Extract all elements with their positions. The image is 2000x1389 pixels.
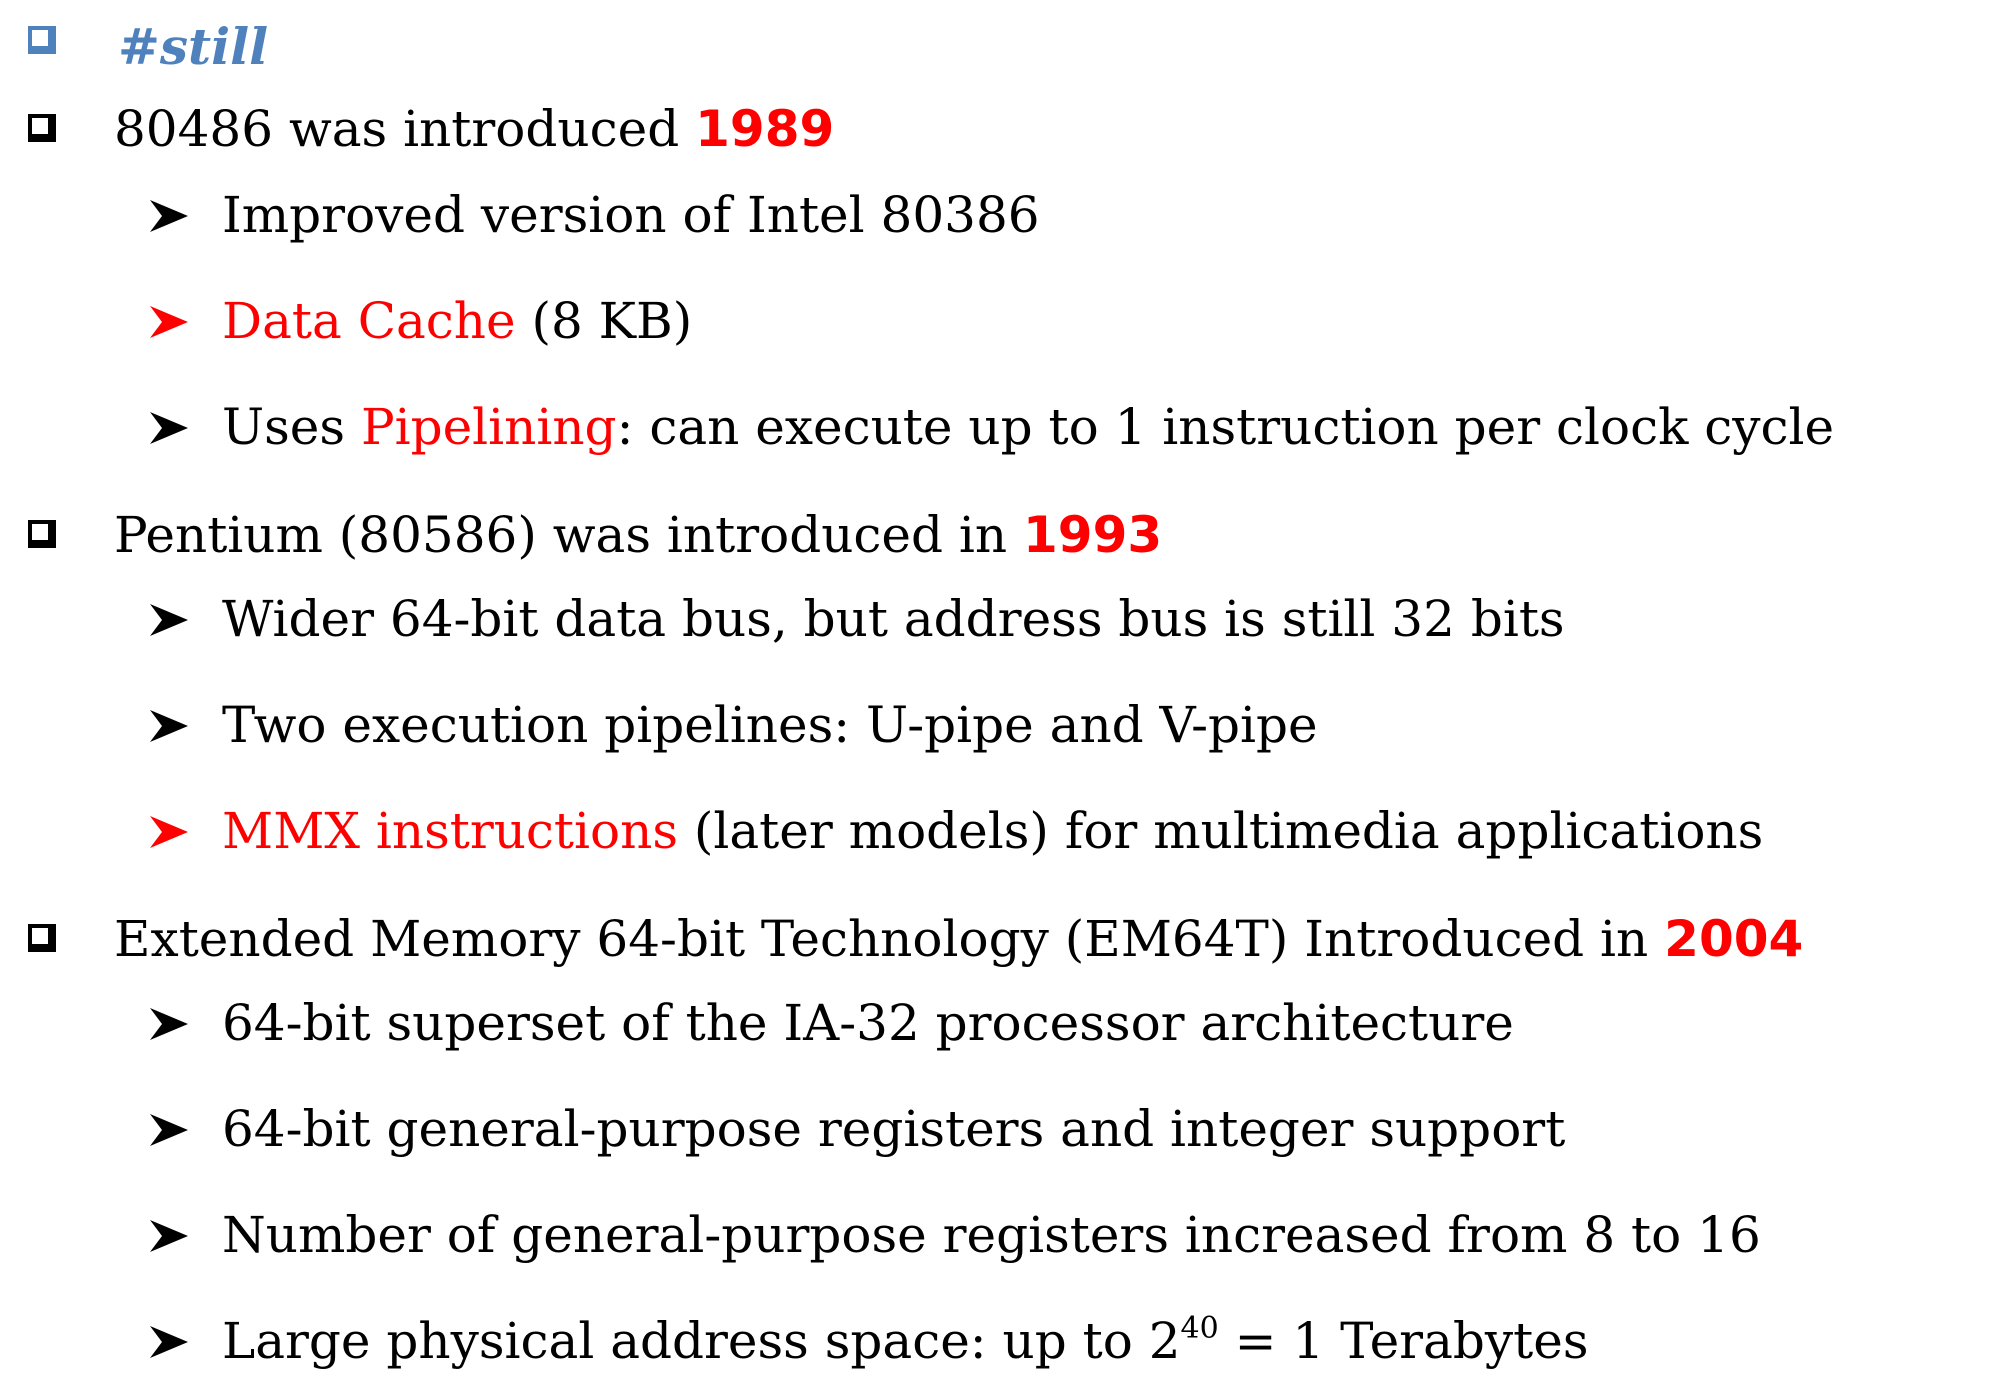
square-bullet-icon — [28, 114, 56, 142]
section-1-item-1: Improved version of Intel 80386 — [222, 186, 1040, 244]
section-3-year: 2004 — [1664, 910, 1804, 968]
section-2-item-3: MMX instructions (later models) for multimedia applications — [222, 802, 1764, 860]
section-3-item-1: 64-bit superset of the IA-32 processor architecture — [222, 994, 1514, 1052]
section-1-title: 80486 was introduced 1989 — [114, 100, 835, 158]
section-3-item-2: 64-bit general-purpose registers and integer support — [222, 1100, 1566, 1158]
arrow-bullet-icon — [148, 1322, 192, 1362]
arrow-bullet-icon — [148, 600, 192, 640]
section-1-item-3: Uses Pipelining: can execute up to 1 instruction per clock cycle — [222, 398, 1835, 456]
arrow-bullet-icon — [148, 196, 192, 236]
arrow-bullet-icon — [148, 1004, 192, 1044]
arrow-bullet-icon — [148, 812, 192, 852]
square-bullet-icon — [28, 26, 56, 54]
section-1-item-2: Data Cache (8 KB) — [222, 292, 693, 350]
arrow-bullet-icon — [148, 706, 192, 746]
arrow-bullet-icon — [148, 408, 192, 448]
section-3-item-4: Large physical address space: up to $2^{40} = 1$ Terabytes — [222, 1311, 1589, 1370]
square-bullet-icon — [28, 520, 56, 548]
heading-still: #still — [118, 17, 269, 76]
square-bullet-icon — [28, 924, 56, 952]
section-3-item-3: Number of general-purpose registers increased from 8 to 16 — [222, 1206, 1761, 1264]
section-2-item-2: Two execution pipelines: U-pipe and V-pipe — [222, 696, 1318, 754]
arrow-bullet-icon — [148, 1216, 192, 1256]
arrow-bullet-icon — [148, 302, 192, 342]
section-2-item-1: Wider 64-bit data bus, but address bus is still 32 bits — [222, 590, 1565, 648]
section-2-title: Pentium (80586) was introduced in 1993 — [114, 506, 1163, 564]
section-2-year: 1993 — [1022, 506, 1163, 564]
section-3-title: Extended Memory 64-bit Technology (EM64T) Introduced in 2004 — [114, 910, 1804, 968]
arrow-bullet-icon — [148, 1110, 192, 1150]
section-1-year: 1989 — [695, 100, 835, 158]
